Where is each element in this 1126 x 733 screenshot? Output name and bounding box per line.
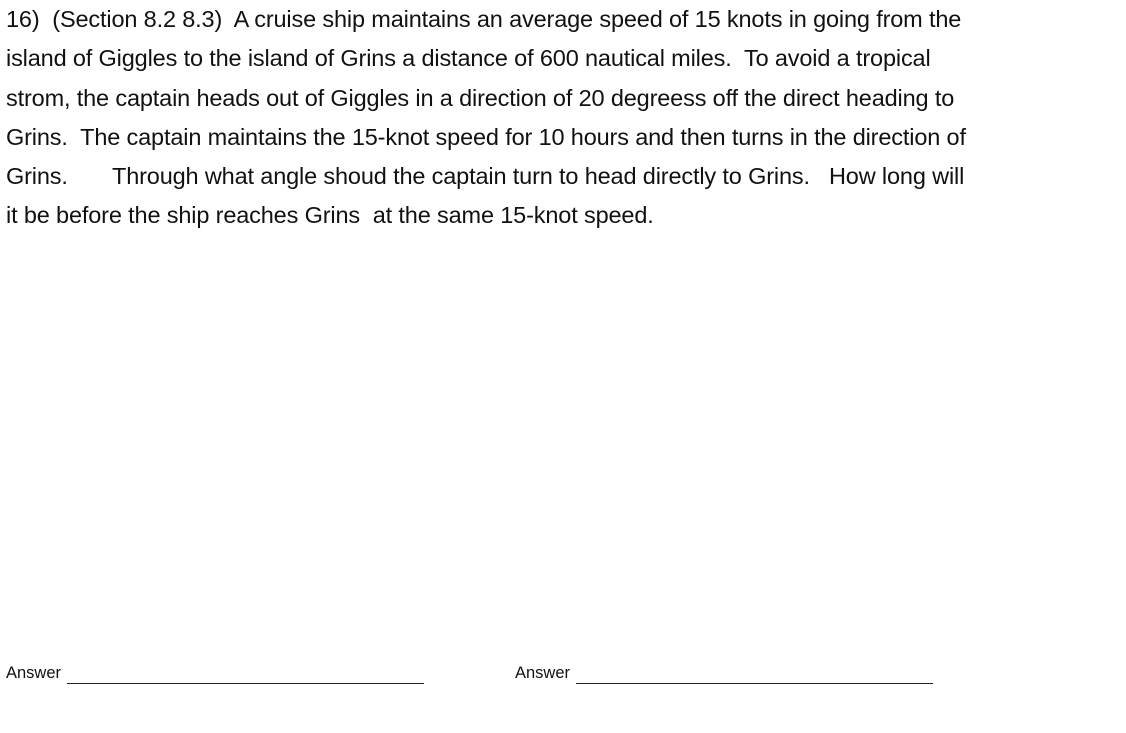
answer-field-1 xyxy=(6,662,424,684)
answer-label-2: Answer xyxy=(515,664,571,682)
question-line-6: it be before the ship reaches Grins at the same 15-knot speed. xyxy=(6,202,654,229)
answer-blank-1[interactable] xyxy=(67,666,424,684)
question-text xyxy=(6,0,1106,236)
question-line-2: island of Giggles to the island of Grins a distance of 600 nautical miles. To avoid a tropical xyxy=(6,45,931,72)
answer-field-2 xyxy=(515,662,933,684)
question-line-4: Grins. The captain maintains the 15-knot speed for 10 hours and then turns in the direction of xyxy=(6,123,966,150)
answer-label-1: Answer xyxy=(6,664,62,682)
question-line-1: 16) (Section 8.2 8.3) A cruise ship maintains an average speed of 15 knots in going from the xyxy=(6,6,962,32)
question-line-5: Grins. Through what angle shoud the captain turn to head directly to Grins. How long will xyxy=(6,163,965,190)
question-line-3: strom, the captain heads out of Giggles in a direction of 20 degreess off the direct heading to xyxy=(6,84,955,111)
answer-section xyxy=(0,662,1126,686)
answer-blank-2[interactable] xyxy=(576,666,933,684)
